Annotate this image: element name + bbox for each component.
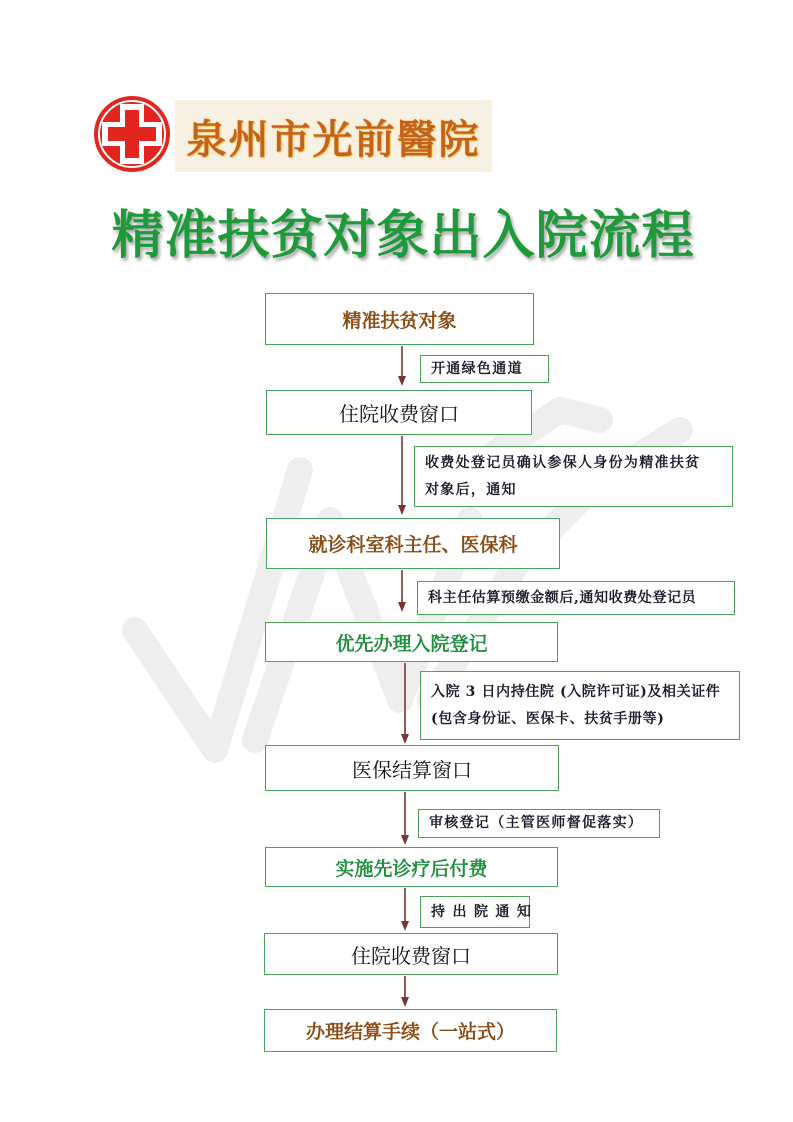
step-priority-admission: 优先办理入院登记: [265, 622, 558, 662]
page-title: 精准扶贫对象出入院流程: [111, 206, 695, 266]
note-line: 开通绿色通道: [431, 360, 523, 377]
arrow-head-6: [401, 921, 409, 931]
step-insurance-settlement: 医保结算窗口: [265, 745, 559, 791]
note-line: 持 出 院 通 知: [431, 903, 533, 920]
hospital-name-banner: [175, 100, 492, 172]
step-inpatient-cashier-2: 住院收费窗口: [264, 933, 558, 975]
note-green-channel: [420, 355, 549, 383]
note-discharge-notice: [420, 896, 533, 928]
note-documents: [420, 671, 740, 740]
note-identity-confirm: [414, 446, 733, 507]
hospital-name: 泉州市光前醫院: [186, 115, 481, 163]
note-line: 收费处登记员确认参保人身份为精准扶贫: [425, 454, 701, 471]
step-treat-first-pay-later: 实施先诊疗后付费: [265, 847, 558, 887]
arrow-head-4: [401, 734, 409, 744]
note-line: 对象后，通知: [425, 481, 517, 498]
step-inpatient-cashier: 住院收费窗口: [266, 390, 532, 435]
step-department-director: 就诊科室科主任、医保科: [266, 518, 560, 569]
note-line: 入院 3 日内持住院 (入院许可证)及相关证件: [431, 683, 721, 700]
arrow-head-5: [401, 835, 409, 845]
note-review-registration: [418, 809, 660, 838]
arrow-head-2: [398, 505, 406, 515]
red-cross-logo-icon: [92, 94, 172, 174]
arrow-head-1: [398, 376, 406, 386]
arrow-head-3: [398, 602, 406, 612]
note-deposit-estimate: [417, 581, 735, 615]
step-one-stop-settlement: 办理结算手续（一站式）: [264, 1009, 557, 1052]
note-line: 科主任估算预缴金额后,通知收费处登记员: [428, 589, 697, 606]
note-line: (包含身份证、医保卡、扶贫手册等): [431, 710, 665, 727]
step-poverty-target: 精准扶贫对象: [265, 293, 534, 345]
note-line: 审核登记（主管医师督促落实）: [429, 815, 644, 831]
arrow-head-7: [401, 997, 409, 1007]
